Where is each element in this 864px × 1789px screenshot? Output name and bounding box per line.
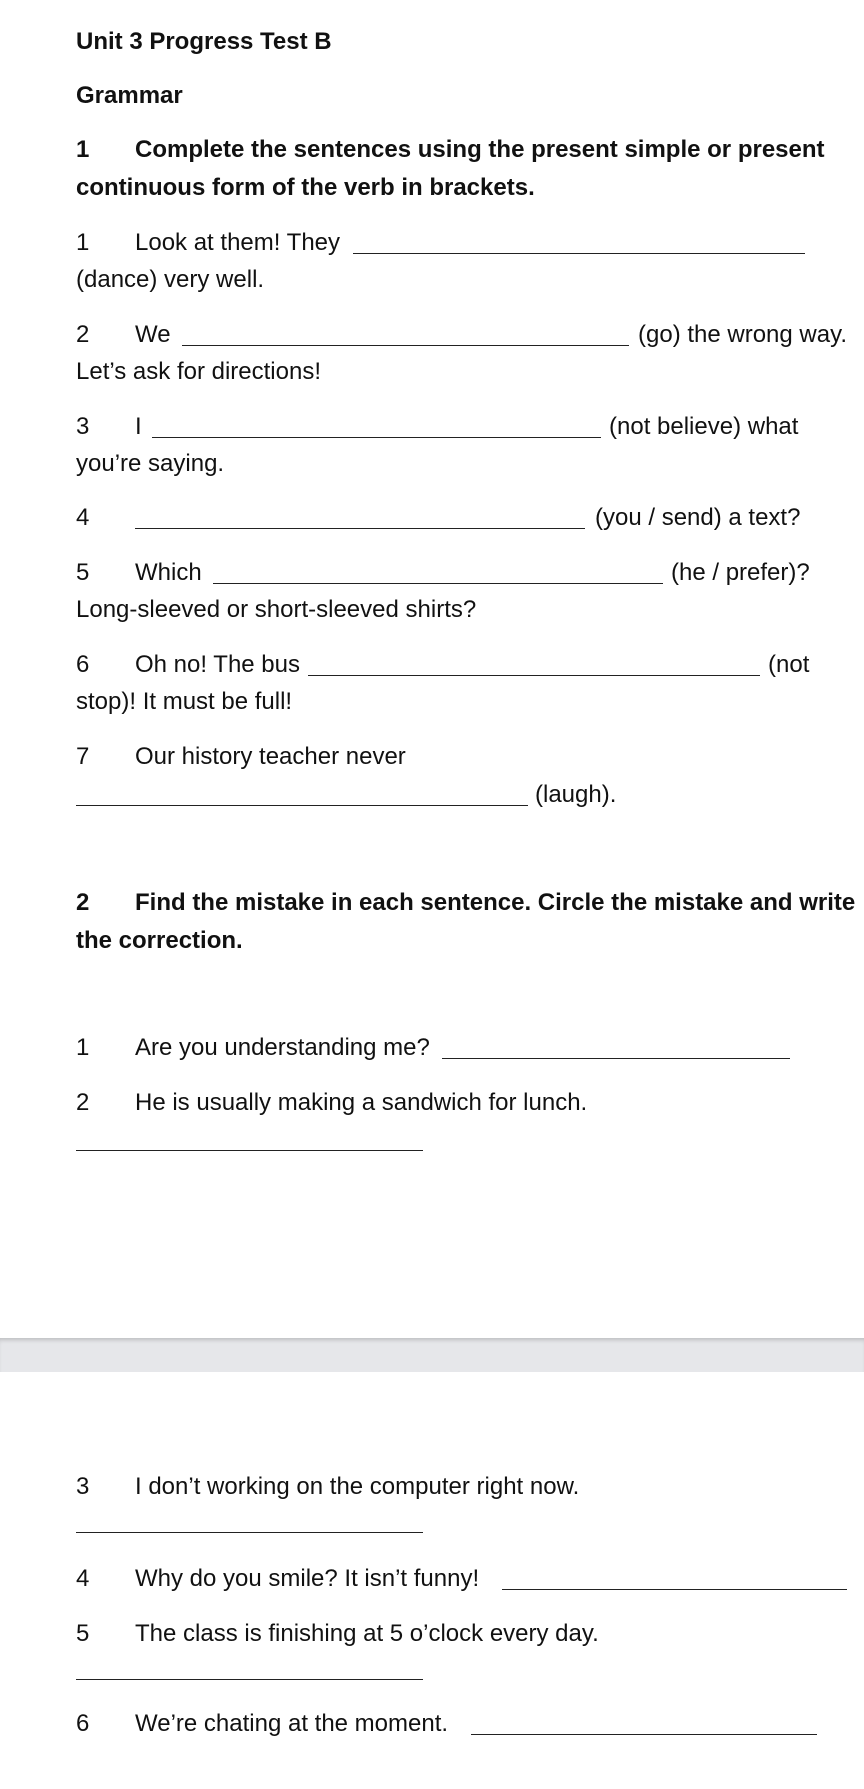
answer-blank[interactable] xyxy=(308,675,760,676)
exercise-1-item-6: 6 Oh no! The bus (not xyxy=(76,651,810,678)
answer-blank[interactable] xyxy=(76,1679,423,1680)
exercise-1-item-1-cont: (dance) very well. xyxy=(76,266,265,293)
exercise-2-instruction: 2 Find the mistake in each sentence. Circle the mistake and write xyxy=(76,889,856,916)
exercise-1-item-5-cont: Long-sleeved or short-sleeved shirts? xyxy=(76,596,477,623)
exercise-1-item-5: 5 Which (he / prefer)? xyxy=(76,559,810,586)
exercise-2-item-6: 6 We’re chating at the moment. xyxy=(0,1709,864,1739)
exercise-2-item-1: 1 Are you understanding me? xyxy=(0,1033,864,1063)
answer-blank[interactable] xyxy=(152,437,601,438)
answer-blank[interactable] xyxy=(502,1589,847,1590)
answer-blank[interactable] xyxy=(471,1734,817,1735)
exercise-1-instruction: 1 Complete the sentences using the present simple or present xyxy=(76,136,825,163)
page-title: Unit 3 Progress Test B xyxy=(76,28,332,55)
exercise-1-item-2: 2 We (go) the wrong way. xyxy=(76,321,847,348)
exercise-1-item-7: 7 Our history teacher never xyxy=(76,743,406,770)
exercise-1-instruction-cont: continuous form of the verb in brackets. xyxy=(76,174,535,201)
answer-blank[interactable] xyxy=(76,1150,423,1151)
exercise-1-item-6-cont: stop)! It must be full! xyxy=(76,688,293,715)
exercise-2-instruction-cont: the correction. xyxy=(76,927,243,954)
answer-blank[interactable] xyxy=(213,583,663,584)
exercise-2-item-3: 3 I don’t working on the computer right now. xyxy=(76,1473,580,1500)
answer-blank[interactable] xyxy=(135,528,585,529)
answer-blank[interactable] xyxy=(442,1058,790,1059)
exercise-1-item-4: 4 (you / send) a text? xyxy=(76,504,801,531)
answer-blank[interactable] xyxy=(76,805,528,806)
page-separator xyxy=(0,1338,864,1372)
exercise-1-item-2-cont: Let’s ask for directions! xyxy=(76,358,322,385)
section-heading: Grammar xyxy=(76,82,183,109)
exercise-2-item-4: 4 Why do you smile? It isn’t funny! xyxy=(0,1564,864,1594)
exercise-1-item-7-cont: (laugh). xyxy=(0,780,864,810)
exercise-1-item-3: 3 I (not believe) what xyxy=(76,413,799,440)
document-page-2 xyxy=(0,1372,864,1789)
answer-blank[interactable] xyxy=(353,253,805,254)
exercise-1-item-3-cont: you’re saying. xyxy=(76,450,225,477)
answer-blank[interactable] xyxy=(182,345,629,346)
exercise-1-item-1: 1 Look at them! They xyxy=(0,228,864,258)
exercise-2-item-5: 5 The class is finishing at 5 o’clock every day. xyxy=(76,1620,599,1647)
exercise-2-item-2: 2 He is usually making a sandwich for lunch. xyxy=(76,1089,588,1116)
answer-blank[interactable] xyxy=(76,1532,423,1533)
